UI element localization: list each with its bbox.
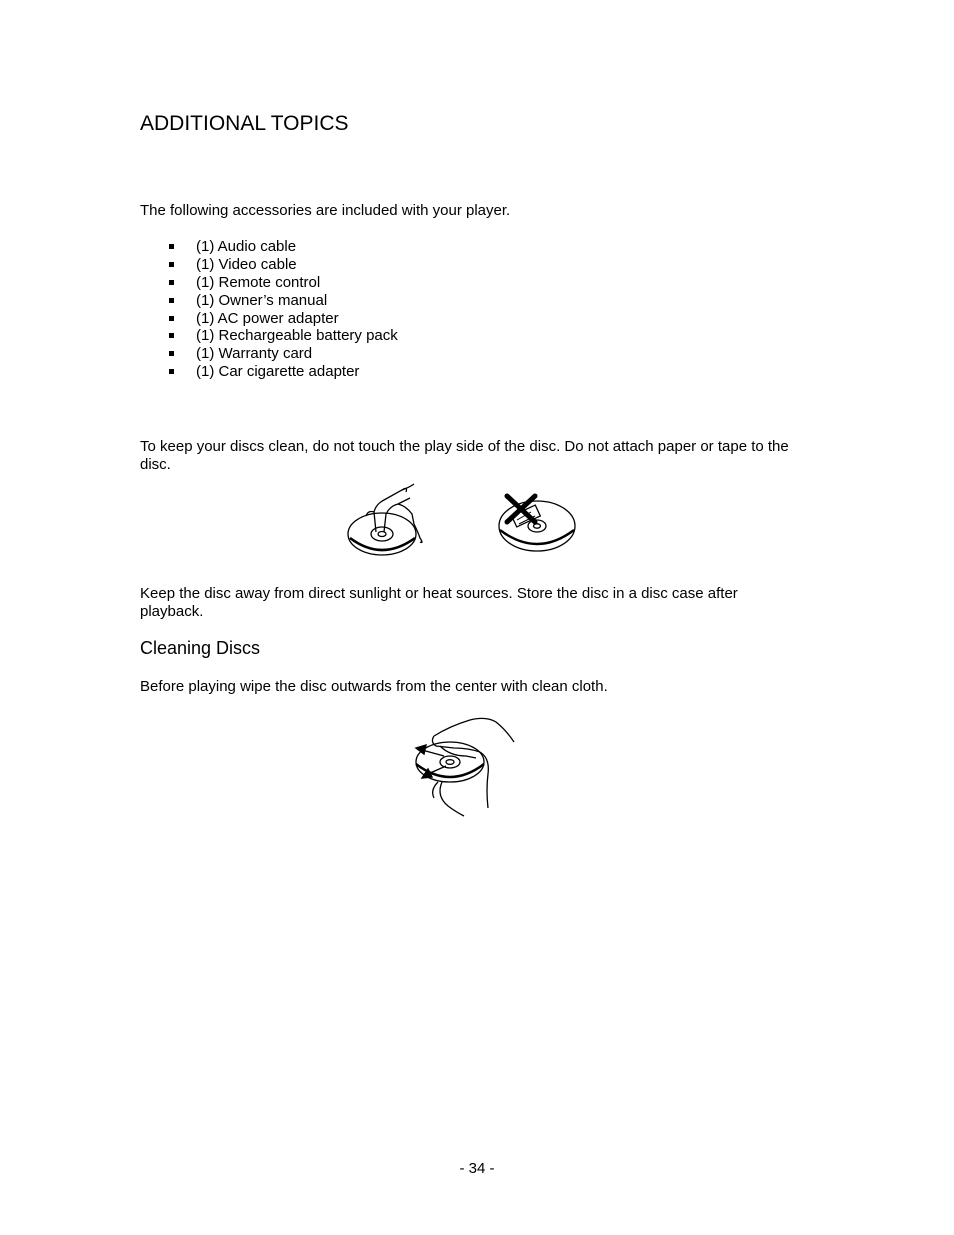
page-heading: ADDITIONAL TOPICS (140, 112, 349, 135)
square-bullet-icon (169, 316, 174, 321)
list-item: (1) Audio cable (168, 238, 398, 256)
cleaning-text: Before playing wipe the disc outwards from the center with clean cloth. (140, 678, 608, 695)
disc-handling-text: To keep your discs clean, do not touch the play side of the disc. Do not attach paper or tape to the disc. (140, 438, 789, 473)
list-item: (1) AC power adapter (168, 310, 398, 328)
list-item: (1) Remote control (168, 274, 398, 292)
square-bullet-icon (169, 262, 174, 267)
disc-storage-text: Keep the disc away from direct sunlight or heat sources. Store the disc in a disc case after playback. (140, 585, 738, 620)
square-bullet-icon (169, 351, 174, 356)
disc-no-tape-illustration (495, 492, 579, 556)
cleaning-title: Cleaning Discs (140, 638, 261, 658)
list-item: (1) Warranty card (168, 345, 398, 363)
disc-holding-illustration (340, 480, 440, 560)
list-item: (1) Car cigarette adapter (168, 363, 398, 381)
disc-cleaning-illustration (410, 712, 520, 820)
page-number: - 34 - (459, 1160, 495, 1177)
list-item: (1) Rechargeable battery pack (168, 327, 398, 345)
square-bullet-icon (169, 333, 174, 338)
list-item: (1) Video cable (168, 256, 398, 274)
accessories-list (168, 238, 398, 381)
square-bullet-icon (169, 244, 174, 249)
square-bullet-icon (169, 298, 174, 303)
list-item: (1) Owner’s manual (168, 292, 398, 310)
accessories-intro: The following accessories are included with your player. (140, 202, 511, 219)
square-bullet-icon (169, 280, 174, 285)
square-bullet-icon (169, 369, 174, 374)
